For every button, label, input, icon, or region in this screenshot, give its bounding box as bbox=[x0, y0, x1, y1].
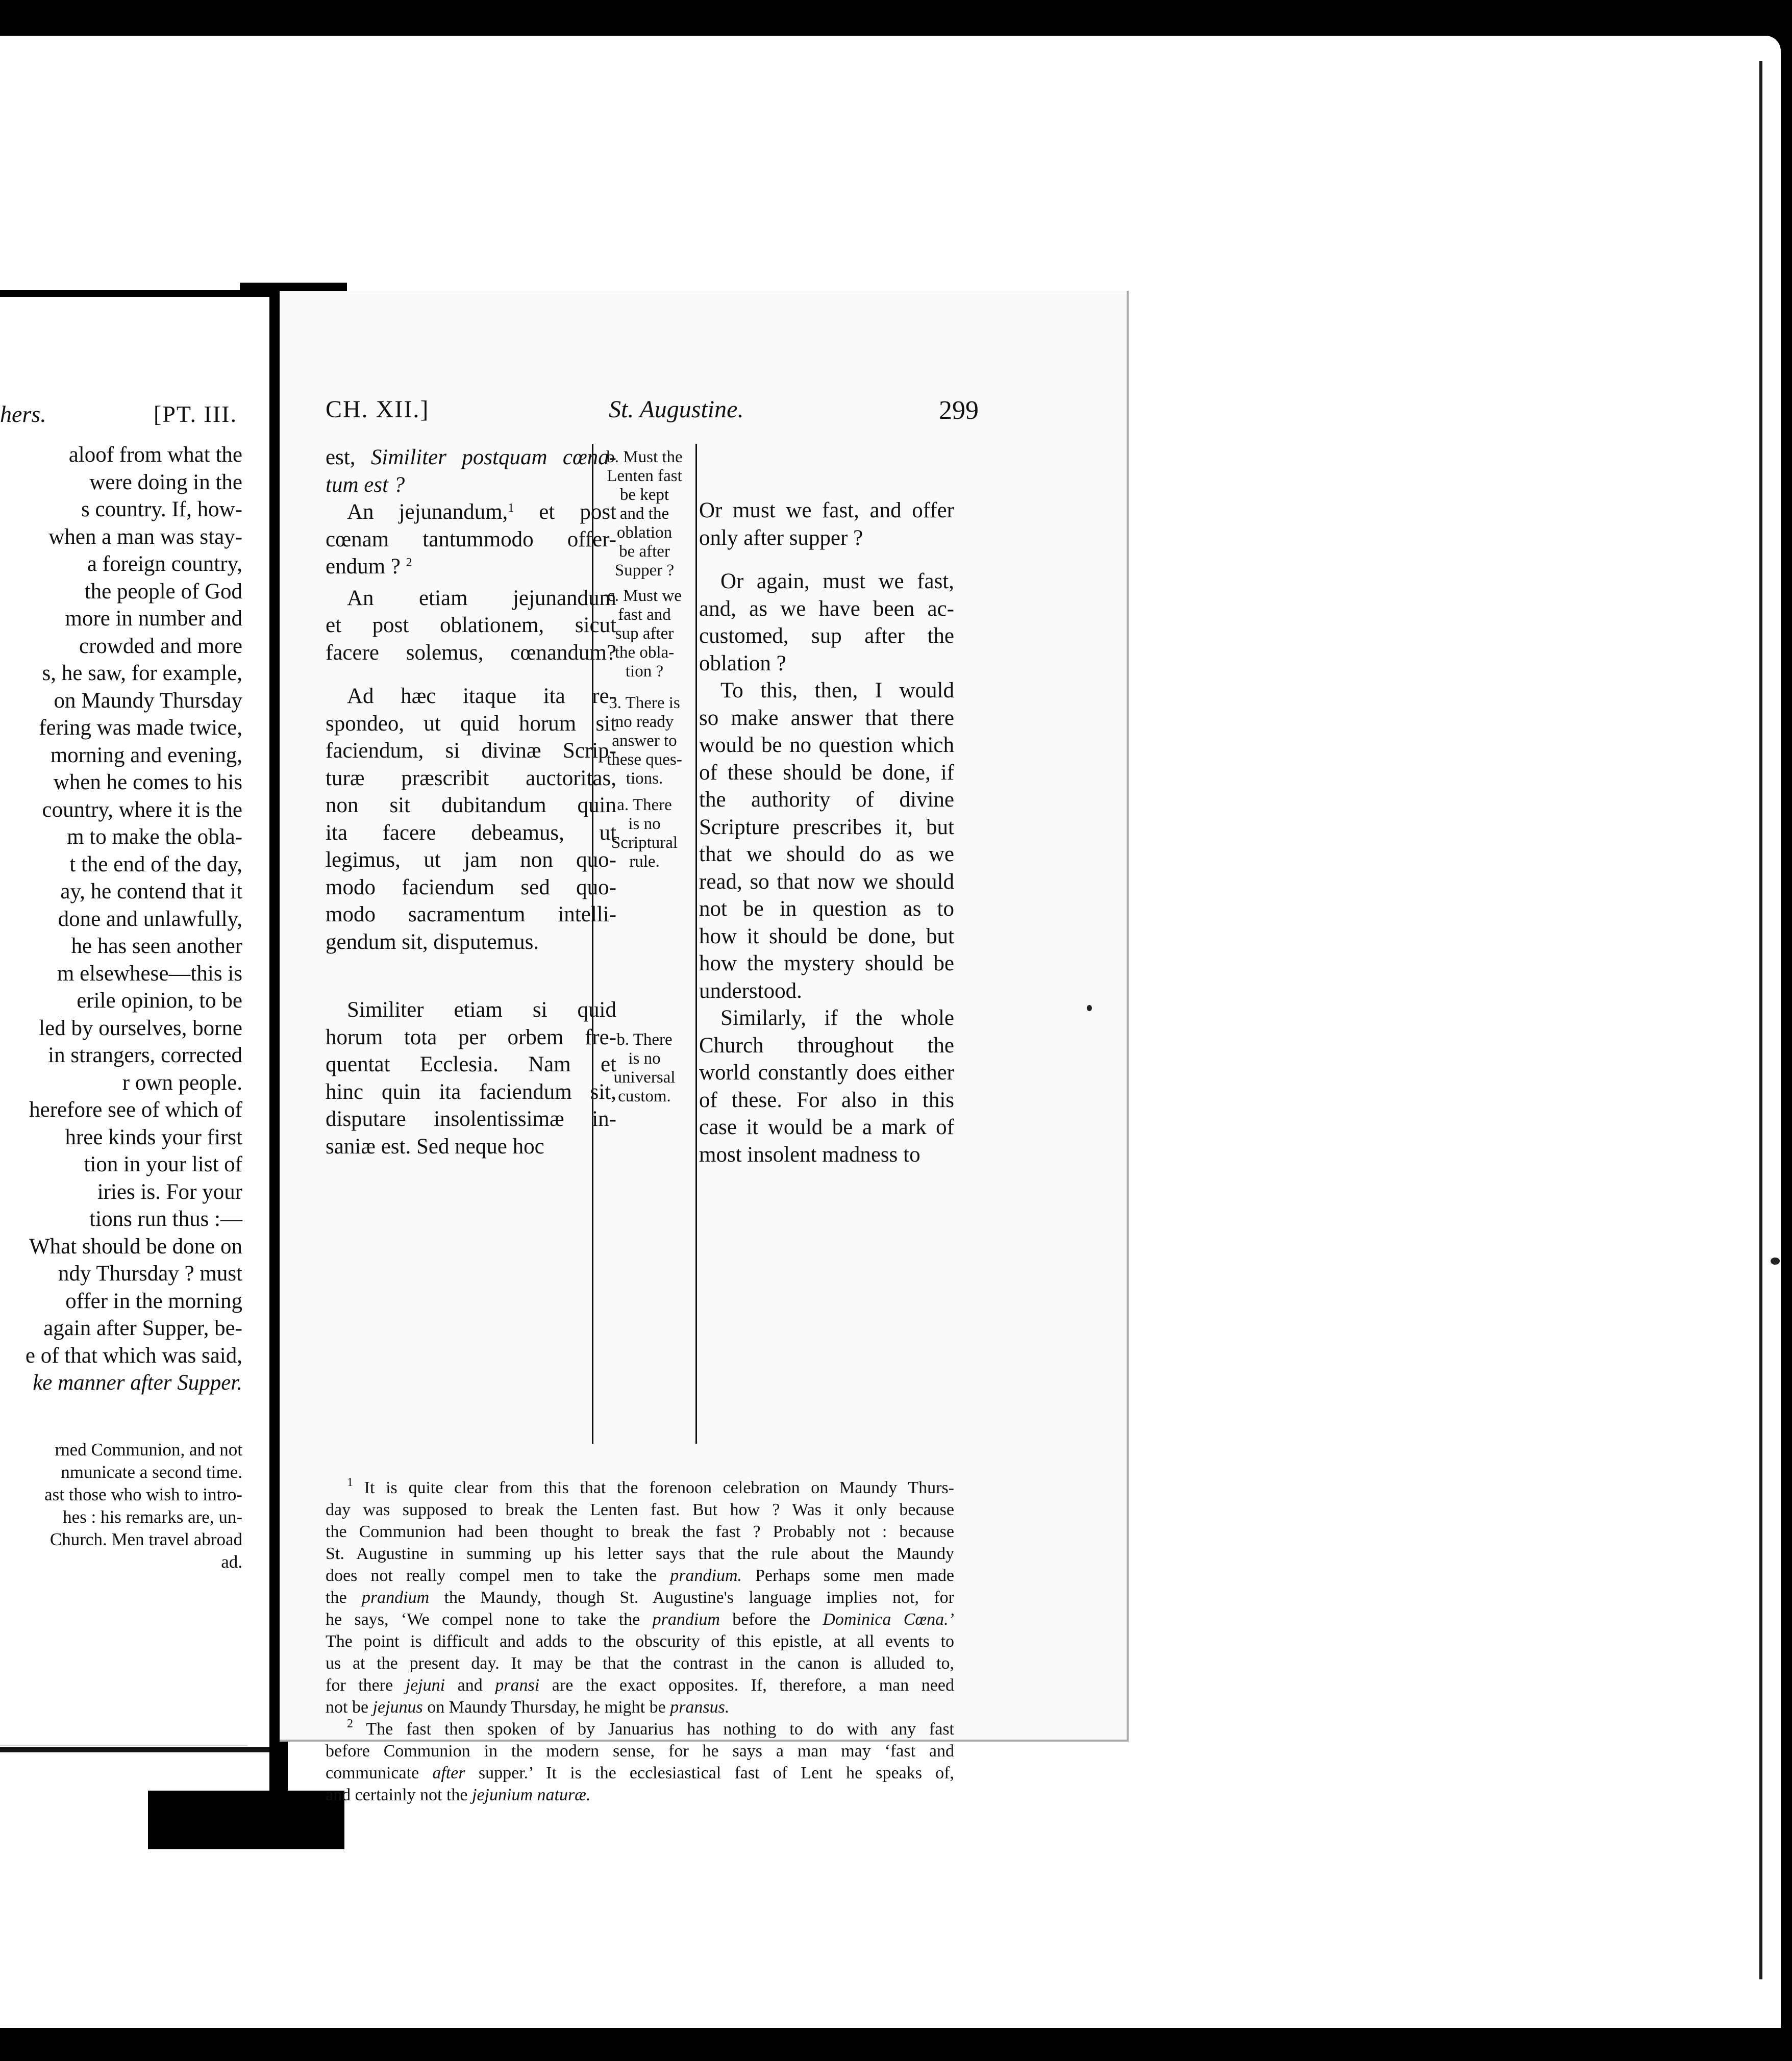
marginal-note bbox=[593, 587, 695, 681]
latin-line: Ad hæc itaque ita re- bbox=[347, 684, 616, 708]
left-running-head: hers. bbox=[0, 401, 46, 427]
footnote-line: not be jejunus on Maundy Thursday, he might be pransus. bbox=[326, 1698, 730, 1717]
left-page-line: ay, he contend that it bbox=[60, 879, 242, 903]
footnote-line: day was supposed to break the Lenten fast. But how ? Was it only because bbox=[326, 1500, 954, 1519]
footnote-line: the Communion had been thought to break the fast ? Probably not : because bbox=[326, 1522, 954, 1541]
marginal-note-line: no ready bbox=[615, 713, 674, 731]
footnotes bbox=[326, 1477, 954, 1806]
marginal-note-line: tion ? bbox=[625, 662, 664, 681]
left-page-line: on Maundy Thursday bbox=[54, 688, 242, 713]
footnote-line: and certainly not the jejunium naturæ. bbox=[326, 1786, 591, 1804]
scan-speck bbox=[1087, 1005, 1092, 1011]
latin-column bbox=[326, 444, 616, 1160]
marginal-note-line: 3. There is bbox=[609, 694, 680, 712]
left-page-line: offer in the morning bbox=[65, 1289, 242, 1313]
marginal-note-line: Lenten fast bbox=[607, 467, 682, 485]
left-page-line: ndy Thursday ? must bbox=[58, 1262, 242, 1286]
latin-line: tum est ? bbox=[326, 472, 405, 497]
left-page-note-line: hes : his remarks are, un- bbox=[63, 1507, 242, 1527]
latin-line: disputare insolentissimæ in- bbox=[326, 1107, 616, 1131]
left-page-footnotes bbox=[3, 1439, 242, 1573]
left-page-note-line: rned Communion, and not bbox=[55, 1440, 242, 1460]
left-page-line: herefore see of which of bbox=[29, 1098, 242, 1122]
right-page bbox=[280, 291, 1129, 1804]
english-line: not be in question as to bbox=[699, 897, 954, 921]
marginal-note-line: Supper ? bbox=[614, 561, 675, 580]
marginal-note bbox=[593, 448, 695, 580]
english-line: Church throughout the bbox=[699, 1033, 954, 1058]
left-page-text bbox=[3, 441, 242, 1397]
left-page-line: the people of God bbox=[84, 579, 242, 604]
english-paragraph bbox=[699, 497, 954, 551]
page-number: 299 bbox=[939, 396, 979, 425]
marginal-note bbox=[593, 1030, 695, 1106]
left-page-line: country, where it is the bbox=[42, 797, 242, 822]
english-paragraph bbox=[699, 677, 954, 1004]
english-line: Similarly, if the whole bbox=[720, 1006, 954, 1030]
marginal-note-line: be kept bbox=[619, 486, 669, 504]
left-page-bottom-shadow bbox=[0, 1747, 278, 1752]
latin-line: faciendum, si divinæ Scrip- bbox=[326, 739, 616, 763]
marginal-note-line: is no bbox=[628, 1049, 661, 1068]
left-page-line: erile opinion, to be bbox=[77, 989, 242, 1013]
english-line: oblation ? bbox=[699, 651, 786, 675]
footnote-line: he says, ‘We compel none to take the prandium before the Dominica Cœna.’ bbox=[326, 1610, 954, 1629]
left-page-line: again after Supper, be- bbox=[43, 1316, 242, 1340]
english-line: the authority of divine bbox=[699, 788, 954, 812]
footnote-line: St. Augustine in summing up his letter says that the rule about the Maundy bbox=[326, 1544, 954, 1563]
latin-line: non sit dubitandum quin bbox=[326, 793, 616, 817]
english-line: Or again, must we fast, bbox=[720, 569, 954, 593]
scan-edge-line bbox=[1759, 61, 1762, 1979]
left-page-line: t the end of the day, bbox=[69, 852, 242, 876]
chapter-label: CH. XII.] bbox=[326, 396, 430, 423]
running-title: St. Augustine. bbox=[609, 396, 744, 423]
english-paragraph bbox=[699, 568, 954, 677]
english-line: To this, then, I would bbox=[720, 678, 954, 702]
footnote-line: communicate after supper.’ It is the ecclesiastical fast of Lent he speaks of, bbox=[326, 1764, 954, 1782]
english-line: read, so that now we should bbox=[699, 869, 954, 894]
marginal-note-line: Scriptural bbox=[611, 834, 678, 852]
left-page-line: hree kinds your first bbox=[65, 1125, 242, 1149]
latin-line: saniæ est. Sed neque hoc bbox=[326, 1134, 544, 1159]
latin-line: endum ? $^2$ bbox=[326, 555, 412, 579]
scan-speck bbox=[1771, 1258, 1780, 1265]
marginal-note bbox=[593, 796, 695, 871]
latin-line: et post oblationem, sicut bbox=[326, 613, 616, 637]
marginal-note-line: and the bbox=[619, 505, 669, 523]
latin-line: facere solemus, cœnandum? bbox=[326, 640, 616, 665]
left-page-line: were doing in the bbox=[89, 470, 242, 494]
marginal-note-line: custom. bbox=[618, 1087, 671, 1105]
left-page-line: m elsewhese—this is bbox=[57, 961, 242, 986]
marginal-note-line: be after bbox=[619, 542, 670, 561]
left-page-line: led by ourselves, borne bbox=[39, 1016, 242, 1040]
marginal-note-line: rule. bbox=[629, 852, 660, 871]
left-page-line: when he comes to his bbox=[53, 770, 242, 794]
latin-line: quentat Ecclesia. Nam et bbox=[326, 1052, 616, 1076]
latin-line: est, Similiter postquam cœna- bbox=[326, 445, 616, 469]
left-page-line: morning and evening, bbox=[50, 743, 242, 767]
left-page-line: done and unlawfully, bbox=[58, 907, 242, 931]
marginal-note-line: a. There bbox=[617, 796, 672, 814]
marginal-notes-column bbox=[592, 444, 697, 1444]
left-page-line: when a man was stay- bbox=[48, 524, 242, 549]
latin-line: Similiter etiam si quid bbox=[347, 998, 616, 1022]
footnote-line: the prandium the Maundy, though St. Augustine's language implies not, for bbox=[326, 1588, 954, 1607]
english-line: most insolent madness to bbox=[699, 1142, 920, 1167]
scan-sheet bbox=[0, 36, 1781, 2028]
left-page-line: he has seen another bbox=[71, 934, 242, 958]
latin-line: horum tota per orbem fre- bbox=[326, 1025, 616, 1049]
footnote-line: $^2$ The fast then spoken of by Januarius has nothing to do with any fast bbox=[347, 1717, 955, 1739]
footnote-line: before Communion in the modern sense, for he says a man may ‘fast and bbox=[326, 1742, 954, 1761]
marginal-note-line: sup after bbox=[615, 624, 674, 643]
english-line: so make answer that there bbox=[699, 706, 954, 730]
left-page-line: s country. If, how- bbox=[81, 497, 242, 521]
left-page-line: r own people. bbox=[122, 1070, 242, 1095]
footnote-ref-1[interactable]: 1 bbox=[508, 501, 514, 515]
left-page bbox=[0, 296, 247, 1746]
english-line: of these. For also in this bbox=[699, 1088, 954, 1112]
left-page-line: m to make the obla- bbox=[67, 825, 242, 849]
footnote-line: for there jejuni and pransi are the exact opposites. If, therefore, a man need bbox=[326, 1676, 954, 1695]
binding-bar-foot bbox=[148, 1791, 344, 1849]
page-header bbox=[326, 395, 979, 426]
footnote-ref-2[interactable]: 2 bbox=[406, 556, 412, 569]
english-line: case it would be a mark of bbox=[699, 1115, 954, 1139]
english-paragraph bbox=[699, 1004, 954, 1168]
left-page-line: a foreign country, bbox=[87, 552, 242, 576]
latin-line: hinc quin ita faciendum sit, bbox=[326, 1079, 616, 1104]
english-line: only after supper ? bbox=[699, 525, 863, 550]
left-page-line: in strangers, corrected bbox=[48, 1043, 242, 1067]
left-page-line: aloof from what the bbox=[68, 443, 242, 467]
marginal-note-line: b. There bbox=[616, 1030, 673, 1049]
footnote-line: does not really compel men to take the prandium. Perhaps some men made bbox=[326, 1566, 955, 1585]
left-page-note-line: Church. Men travel abroad bbox=[49, 1529, 242, 1549]
latin-line: legimus, ut jam non quo- bbox=[326, 848, 616, 872]
marginal-note-line: the obla- bbox=[614, 643, 675, 662]
english-line: of these should be done, if bbox=[699, 760, 954, 785]
english-line: understood. bbox=[699, 978, 802, 1003]
left-page-note-line: nmunicate a second time. bbox=[61, 1462, 242, 1482]
latin-line: cœnam tantummodo offer- bbox=[326, 527, 616, 551]
marginal-note-line: answer to bbox=[612, 732, 677, 750]
marginal-note-line: tions. bbox=[626, 769, 663, 788]
latin-paragraph bbox=[326, 996, 616, 1160]
footnote-line: $^1$ It is quite clear from this that the forenoon celebration on Maundy Thurs- bbox=[347, 1476, 954, 1497]
left-page-line: more in number and bbox=[65, 607, 242, 631]
left-page-note-line: ad. bbox=[221, 1552, 242, 1572]
left-page-line: s, he saw, for example, bbox=[42, 661, 242, 685]
left-page-line: e of that which was said, bbox=[25, 1343, 242, 1368]
left-page-line: crowded and more bbox=[79, 634, 242, 658]
left-page-line: tion in your list of bbox=[84, 1152, 242, 1176]
english-line: how the mystery should be bbox=[699, 951, 954, 975]
left-part-number: [PT. III. bbox=[153, 401, 237, 427]
latin-line: An jejunandum,$^1$ et post bbox=[347, 500, 616, 524]
english-line: world constantly does either bbox=[699, 1061, 954, 1085]
english-line: Or must we fast, and offer bbox=[699, 498, 954, 522]
marginal-note-line: fast and bbox=[618, 606, 671, 624]
marginal-note-line: universal bbox=[613, 1068, 676, 1087]
left-page-line: What should be done on bbox=[29, 1234, 242, 1259]
latin-line: spondeo, ut quid horum sit bbox=[326, 711, 616, 736]
left-page-line: ke manner after Supper. bbox=[33, 1371, 242, 1395]
marginal-note-line: b. Must the bbox=[606, 448, 683, 466]
marginal-note-line: c. Must we bbox=[607, 587, 682, 605]
left-page-line: iries is. For your bbox=[97, 1179, 242, 1204]
english-line: customed, sup after the bbox=[699, 624, 954, 648]
left-page-line: fering was made twice, bbox=[39, 716, 242, 740]
english-column bbox=[699, 444, 954, 1168]
latin-paragraph bbox=[326, 683, 616, 956]
footnote-line: us at the present day. It may be that the contrast in the canon is alluded to, bbox=[326, 1654, 954, 1673]
latin-line: An etiam jejunandum bbox=[347, 586, 616, 610]
left-page-note-line: ast those who wish to intro- bbox=[44, 1485, 242, 1504]
latin-line: modo sacramentum intelli- bbox=[326, 902, 616, 926]
english-line: would be no question which bbox=[699, 733, 954, 757]
english-line: how it should be done, but bbox=[699, 924, 954, 948]
latin-line: turæ præscribit auctoritas, bbox=[326, 766, 616, 790]
footnote-line: The point is difficult and adds to the obscurity of this epistle, at all events to bbox=[326, 1632, 954, 1651]
latin-line: ita facere debeamus, ut bbox=[326, 820, 616, 845]
marginal-note-line: these ques- bbox=[607, 750, 682, 769]
english-line: and, as we have been ac- bbox=[699, 596, 954, 621]
english-line: that we should do as we bbox=[699, 842, 954, 866]
marginal-note-line: oblation bbox=[616, 523, 673, 542]
latin-line: modo faciendum sed quo- bbox=[326, 875, 616, 899]
marginal-note bbox=[593, 694, 695, 788]
marginal-note-line: is no bbox=[628, 815, 661, 833]
latin-line: gendum sit, disputemus. bbox=[326, 929, 539, 954]
left-page-line: tions run thus :— bbox=[89, 1207, 242, 1231]
english-line: Scripture prescribes it, but bbox=[699, 815, 954, 839]
